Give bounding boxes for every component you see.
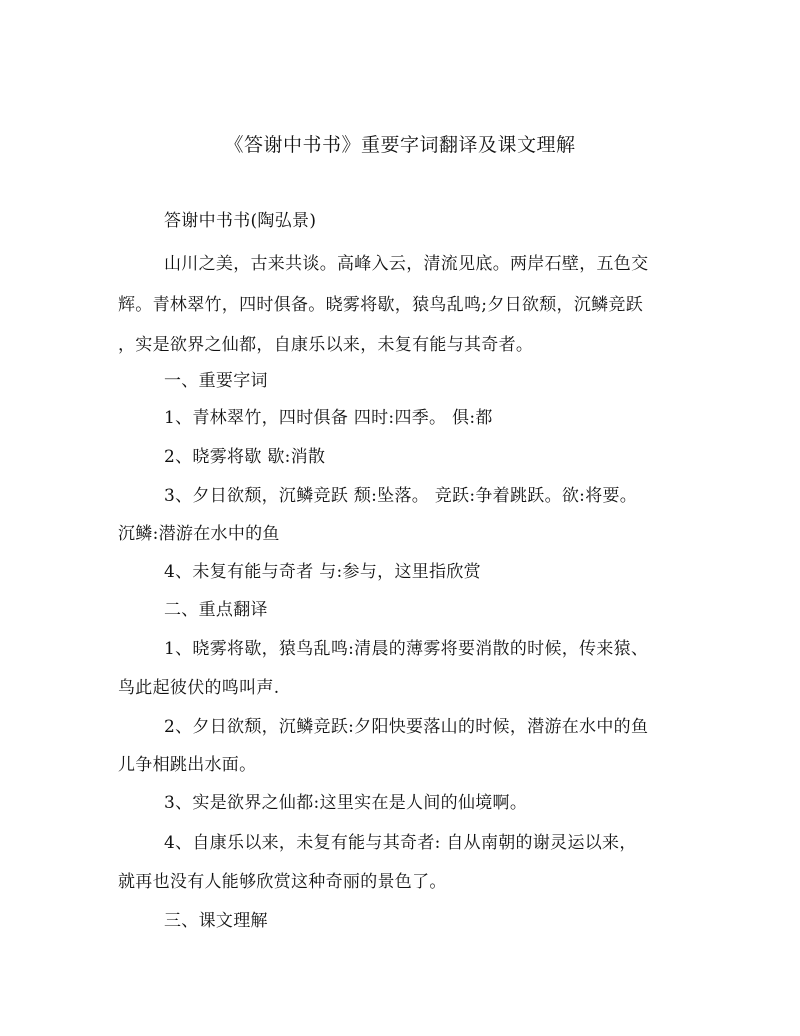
translation-item-2: 2、夕日欲颓，沉鳞竞跃:夕阳快要落山的时候，潜游在水中的鱼 (164, 717, 649, 737)
vocab-item-2: 2、晓雾将歇 歇:消散 (164, 447, 326, 467)
passage-line-2: 辉。青林翠竹，四时俱备。晓雾将歇，猿鸟乱鸣;夕日欲颓，沉鳞竞跃 (118, 295, 644, 315)
translation-item-3: 3、实是欲界之仙都:这里实在是人间的仙境啊。 (164, 793, 528, 813)
subtitle: 答谢中书书(陶弘景) (164, 211, 317, 231)
translation-item-2-cont: 儿争相跳出水面。 (118, 755, 257, 775)
translation-item-4: 4、自康乐以来，未复有能与其奇者: 自从南朝的谢灵运以来， (164, 833, 637, 853)
passage-line-3: ，实是欲界之仙都，自康乐以来，未复有能与其奇者。 (118, 335, 534, 355)
document-title: 《答谢中书书》重要字词翻译及课文理解 (224, 134, 576, 156)
translation-item-1-cont: 鸟此起彼伏的鸣叫声. (118, 678, 280, 698)
vocab-item-3-cont: 沉鳞:潜游在水中的鱼 (118, 524, 280, 544)
section-heading-vocabulary: 一、重要字词 (164, 371, 268, 391)
passage-line-1: 山川之美，古来共谈。高峰入云，清流见底。两岸石壁，五色交 (164, 254, 649, 274)
vocab-item-1: 1、青林翠竹，四时俱备 四时:四季。 俱:都 (164, 408, 493, 428)
vocab-item-3: 3、夕日欲颓，沉鳞竞跃 颓:坠落。 竞跃:争着跳跃。欲:将要。 (164, 486, 638, 506)
translation-item-1: 1、晓雾将歇，猿鸟乱鸣:清晨的薄雾将要消散的时候，传来猿、 (164, 639, 649, 659)
vocab-item-4: 4、未复有能与奇者 与:参与，这里指欣赏 (164, 562, 481, 582)
section-heading-translation: 二、重点翻译 (164, 600, 268, 620)
translation-item-4-cont: 就再也没有人能够欣赏这种奇丽的景色了。 (118, 872, 447, 892)
section-heading-understanding: 三、课文理解 (164, 911, 268, 931)
